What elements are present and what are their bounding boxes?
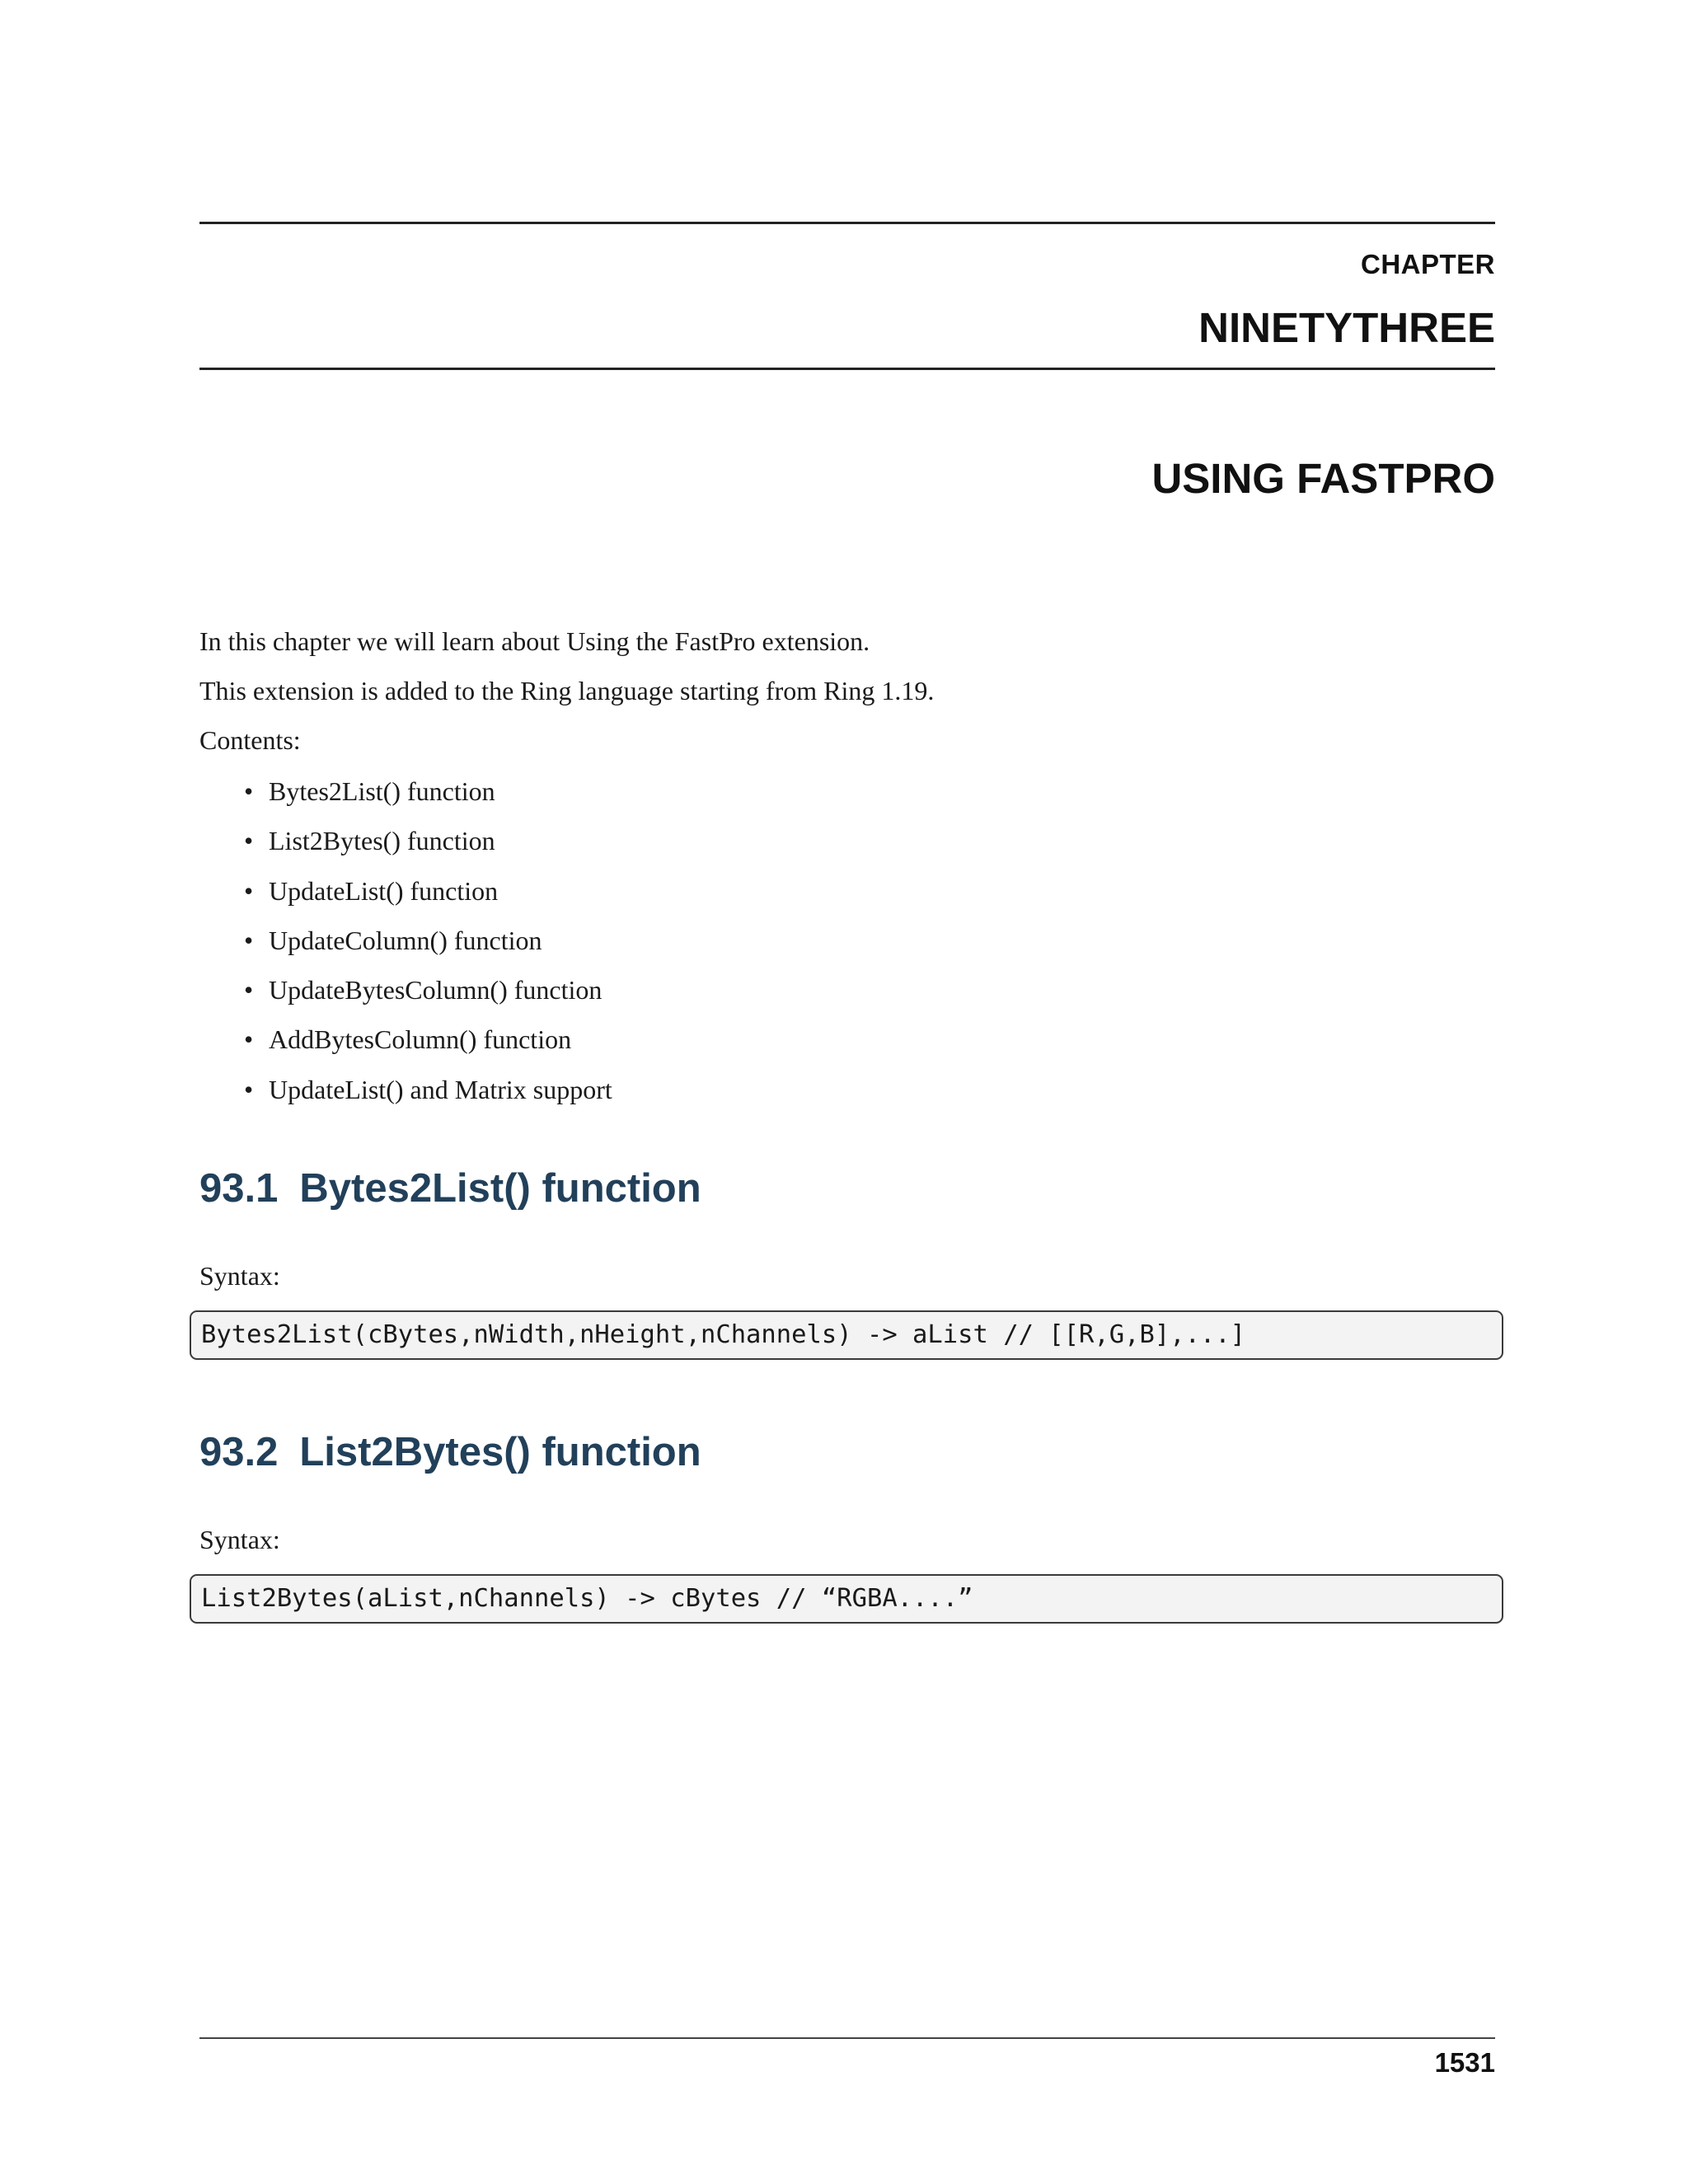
section-heading-bytes2list bbox=[199, 1165, 701, 1212]
contents-item-updatelist-matrix[interactable] bbox=[239, 1073, 612, 1122]
contents-item-label: List2Bytes() function bbox=[269, 826, 495, 856]
section-title: Bytes2List() function bbox=[299, 1166, 701, 1211]
footer-rule bbox=[199, 2037, 1495, 2039]
section-number: 93.1 bbox=[199, 1166, 279, 1211]
bullet: • bbox=[244, 826, 254, 856]
contents-item-label: UpdateBytesColumn() function bbox=[269, 975, 603, 1005]
contents-list bbox=[239, 775, 612, 1122]
contents-item-updatebytescolumn[interactable] bbox=[239, 973, 612, 1023]
chapter-top-rule bbox=[199, 222, 1495, 224]
contents-item-label: UpdateList() and Matrix support bbox=[269, 1074, 612, 1104]
section-title: List2Bytes() function bbox=[299, 1430, 701, 1474]
code-block-bytes2list: Bytes2List(cBytes,nWidth,nHeight,nChannels) -> aList // [[R,G,B],...] bbox=[190, 1310, 1503, 1360]
chapter-title: USING FASTPRO bbox=[1151, 455, 1495, 502]
bullet: • bbox=[244, 1024, 254, 1055]
chapter-number: NINETYTHREE bbox=[1198, 304, 1495, 351]
contents-item-list2bytes[interactable] bbox=[239, 824, 612, 874]
contents-item-label: Bytes2List() function bbox=[269, 776, 495, 806]
bullet: • bbox=[244, 1074, 254, 1104]
contents-item-updatecolumn[interactable] bbox=[239, 924, 612, 973]
intro-paragraph-2: This extension is added to the Ring language starting from Ring 1.19. bbox=[199, 676, 935, 705]
bullet: • bbox=[244, 975, 254, 1005]
contents-item-label: UpdateColumn() function bbox=[269, 925, 542, 955]
syntax-label: Syntax: bbox=[199, 1525, 280, 1554]
section-number: 93.2 bbox=[199, 1430, 279, 1474]
code-block-list2bytes: List2Bytes(aList,nChannels) -> cBytes // “RGBA....” bbox=[190, 1574, 1503, 1624]
chapter-label: CHAPTER bbox=[1360, 249, 1495, 279]
chapter-bottom-rule bbox=[199, 368, 1495, 370]
contents-label: Contents: bbox=[199, 725, 301, 755]
bullet: • bbox=[244, 925, 254, 955]
bullet: • bbox=[244, 776, 254, 806]
contents-item-label: UpdateList() function bbox=[269, 875, 499, 906]
contents-item-label: AddBytesColumn() function bbox=[269, 1024, 572, 1055]
page-number: 1531 bbox=[1434, 2047, 1495, 2078]
contents-item-updatelist[interactable] bbox=[239, 874, 612, 924]
section-heading-list2bytes bbox=[199, 1429, 701, 1475]
syntax-label: Syntax: bbox=[199, 1261, 280, 1291]
bullet: • bbox=[244, 875, 254, 906]
contents-item-addbytescolumn[interactable] bbox=[239, 1023, 612, 1072]
contents-item-bytes2list[interactable] bbox=[239, 775, 612, 824]
intro-paragraph-1: In this chapter we will learn about Using the FastPro extension. bbox=[199, 626, 870, 656]
